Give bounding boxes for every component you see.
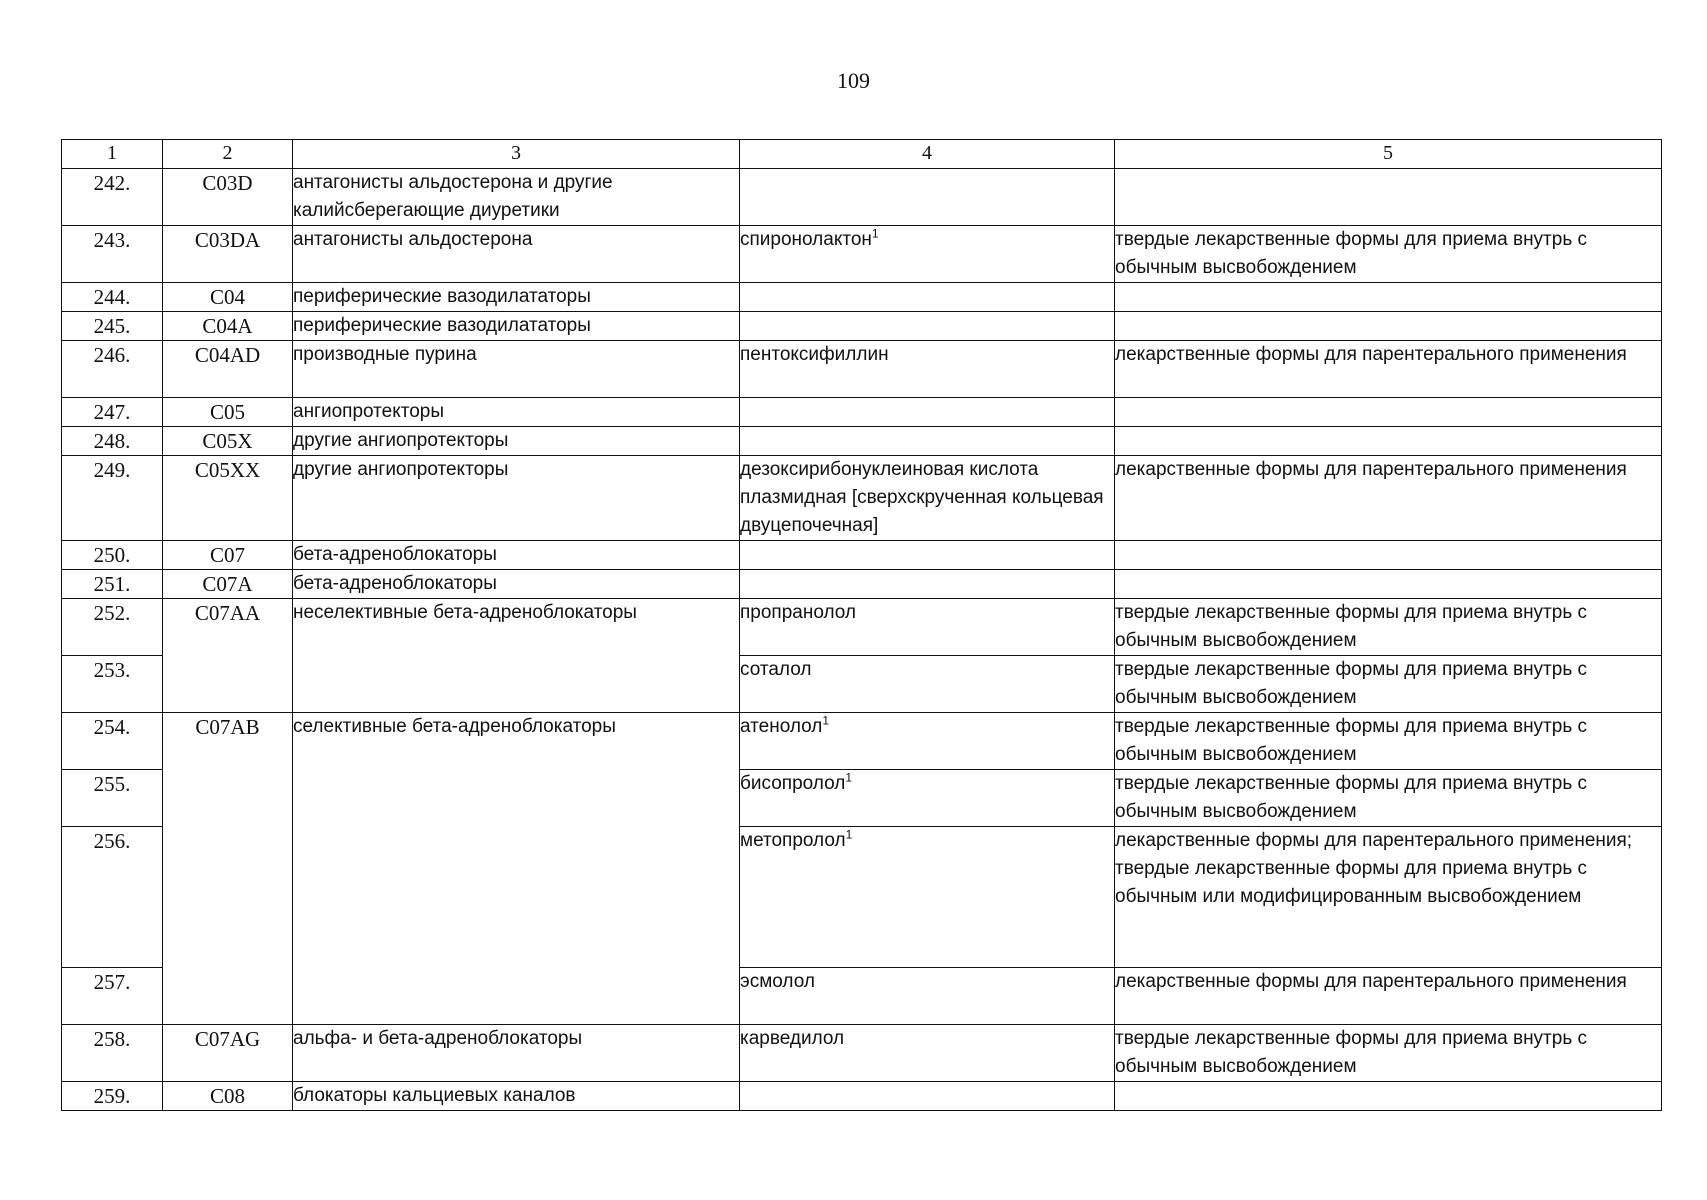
atc-code: C03DA <box>163 226 293 283</box>
row-number: 256. <box>62 827 163 968</box>
atc-code: C04 <box>163 283 293 312</box>
drug-classification-table <box>61 139 1662 1111</box>
row-number: 257. <box>62 968 163 1025</box>
table-row <box>62 312 1662 341</box>
row-number: 249. <box>62 456 163 541</box>
group-name: блокаторы кальциевых каналов <box>293 1082 740 1111</box>
dosage-form: лекарственные формы для парентерального применения <box>1115 456 1662 541</box>
atc-code: C04AD <box>163 341 293 398</box>
dosage-form <box>1115 283 1662 312</box>
page-number: 109 <box>837 68 870 93</box>
column-header-3: 3 <box>293 140 740 169</box>
row-number: 259. <box>62 1082 163 1111</box>
atc-code: C07AB <box>163 713 293 1025</box>
group-name: альфа- и бета-адреноблокаторы <box>293 1025 740 1082</box>
row-number: 251. <box>62 570 163 599</box>
table-row <box>62 713 1662 770</box>
drug-name <box>740 312 1115 341</box>
table-row <box>62 169 1662 226</box>
atc-code: C05X <box>163 427 293 456</box>
atc-code: C05XX <box>163 456 293 541</box>
atc-code: C07AA <box>163 599 293 713</box>
drug-name: карведилол <box>740 1025 1115 1082</box>
table-row <box>62 570 1662 599</box>
table-row <box>62 226 1662 283</box>
footnote-mark: 1 <box>871 226 879 241</box>
header-row <box>62 140 1662 169</box>
row-number: 242. <box>62 169 163 226</box>
column-header-2: 2 <box>163 140 293 169</box>
table-row <box>62 283 1662 312</box>
atc-code: C07A <box>163 570 293 599</box>
group-name: производные пурина <box>293 341 740 398</box>
row-number: 255. <box>62 770 163 827</box>
dosage-form <box>1115 827 1662 968</box>
dosage-form <box>1115 312 1662 341</box>
drug-name: эсмолол <box>740 968 1115 1025</box>
dosage-form: твердые лекарственные формы для приема внутрь с обычным высвобождением <box>1115 1025 1662 1082</box>
dosage-form <box>1115 398 1662 427</box>
dosage-form: твердые лекарственные формы для приема внутрь с обычным высвобождением <box>1115 599 1662 656</box>
dosage-form: твердые лекарственные формы для приема внутрь с обычным высвобождением <box>1115 770 1662 827</box>
drug-name <box>740 427 1115 456</box>
table-row <box>62 541 1662 570</box>
table-row <box>62 1025 1662 1082</box>
atc-code: C03D <box>163 169 293 226</box>
row-number: 258. <box>62 1025 163 1082</box>
table-row <box>62 427 1662 456</box>
table-row <box>62 1082 1662 1111</box>
row-number: 247. <box>62 398 163 427</box>
footnote-mark: 1 <box>822 713 830 728</box>
dosage-form <box>1115 1082 1662 1111</box>
drug-name: бисопролол <box>740 773 846 794</box>
row-number: 252. <box>62 599 163 656</box>
dosage-form-line: лекарственные формы для парентерального применения; <box>1115 830 1633 851</box>
drug-name <box>740 570 1115 599</box>
column-header-4: 4 <box>740 140 1115 169</box>
drug-cell <box>740 827 1115 968</box>
group-name: другие ангиопротекторы <box>293 456 740 541</box>
drug-name <box>740 398 1115 427</box>
table-header <box>62 140 1662 169</box>
dosage-form <box>1115 570 1662 599</box>
group-name: периферические вазодилататоры <box>293 283 740 312</box>
group-name: неселективные бета-адреноблокаторы <box>293 599 740 713</box>
drug-name <box>740 1082 1115 1111</box>
dosage-form: твердые лекарственные формы для приема внутрь с обычным высвобождением <box>1115 226 1662 283</box>
row-number: 244. <box>62 283 163 312</box>
drug-name: соталол <box>740 656 1115 713</box>
atc-code: C07AG <box>163 1025 293 1082</box>
drug-cell <box>740 770 1115 827</box>
drug-name: спиронолактон <box>740 229 872 250</box>
dosage-form: твердые лекарственные формы для приема внутрь с обычным высвобождением <box>1115 713 1662 770</box>
group-name: антагонисты альдостерона и другие калийсберегающие диуретики <box>293 169 740 226</box>
row-number: 245. <box>62 312 163 341</box>
group-name: антагонисты альдостерона <box>293 226 740 283</box>
drug-name: пентоксифиллин <box>740 341 1115 398</box>
dosage-form <box>1115 541 1662 570</box>
footnote-mark: 1 <box>845 827 853 842</box>
drug-name: метопролол <box>740 830 846 851</box>
dosage-form: лекарственные формы для парентерального применения <box>1115 968 1662 1025</box>
table-body <box>62 169 1662 1111</box>
drug-name <box>740 541 1115 570</box>
table-row <box>62 398 1662 427</box>
dosage-form-line: твердые лекарственные формы для приема внутрь с обычным или модифицированным высвобождением <box>1115 858 1588 907</box>
atc-code: C05 <box>163 398 293 427</box>
drug-name: дезоксирибонуклеиновая кислота плазмидная [сверхскрученная кольцевая двуцепочечная] <box>740 456 1115 541</box>
drug-name: атенолол <box>740 716 823 737</box>
group-name: другие ангиопротекторы <box>293 427 740 456</box>
dosage-form: твердые лекарственные формы для приема внутрь с обычным высвобождением <box>1115 656 1662 713</box>
atc-code: C08 <box>163 1082 293 1111</box>
table-row <box>62 456 1662 541</box>
atc-code: C07 <box>163 541 293 570</box>
column-header-1: 1 <box>62 140 163 169</box>
drug-cell <box>740 713 1115 770</box>
column-header-5: 5 <box>1115 140 1662 169</box>
group-name: бета-адреноблокаторы <box>293 541 740 570</box>
footnote-mark: 1 <box>845 770 853 785</box>
row-number: 254. <box>62 713 163 770</box>
group-name: ангиопротекторы <box>293 398 740 427</box>
table-row <box>62 599 1662 656</box>
group-name: периферические вазодилататоры <box>293 312 740 341</box>
row-number: 253. <box>62 656 163 713</box>
dosage-form: лекарственные формы для парентерального применения <box>1115 341 1662 398</box>
drug-name <box>740 283 1115 312</box>
drug-cell <box>740 226 1115 283</box>
drug-name <box>740 169 1115 226</box>
group-name: бета-адреноблокаторы <box>293 570 740 599</box>
row-number: 250. <box>62 541 163 570</box>
row-number: 248. <box>62 427 163 456</box>
drug-name: пропранолол <box>740 599 1115 656</box>
row-number: 246. <box>62 341 163 398</box>
atc-code: C04A <box>163 312 293 341</box>
dosage-form <box>1115 427 1662 456</box>
row-number: 243. <box>62 226 163 283</box>
group-name: селективные бета-адреноблокаторы <box>293 713 740 1025</box>
table-row <box>62 341 1662 398</box>
dosage-form <box>1115 169 1662 226</box>
